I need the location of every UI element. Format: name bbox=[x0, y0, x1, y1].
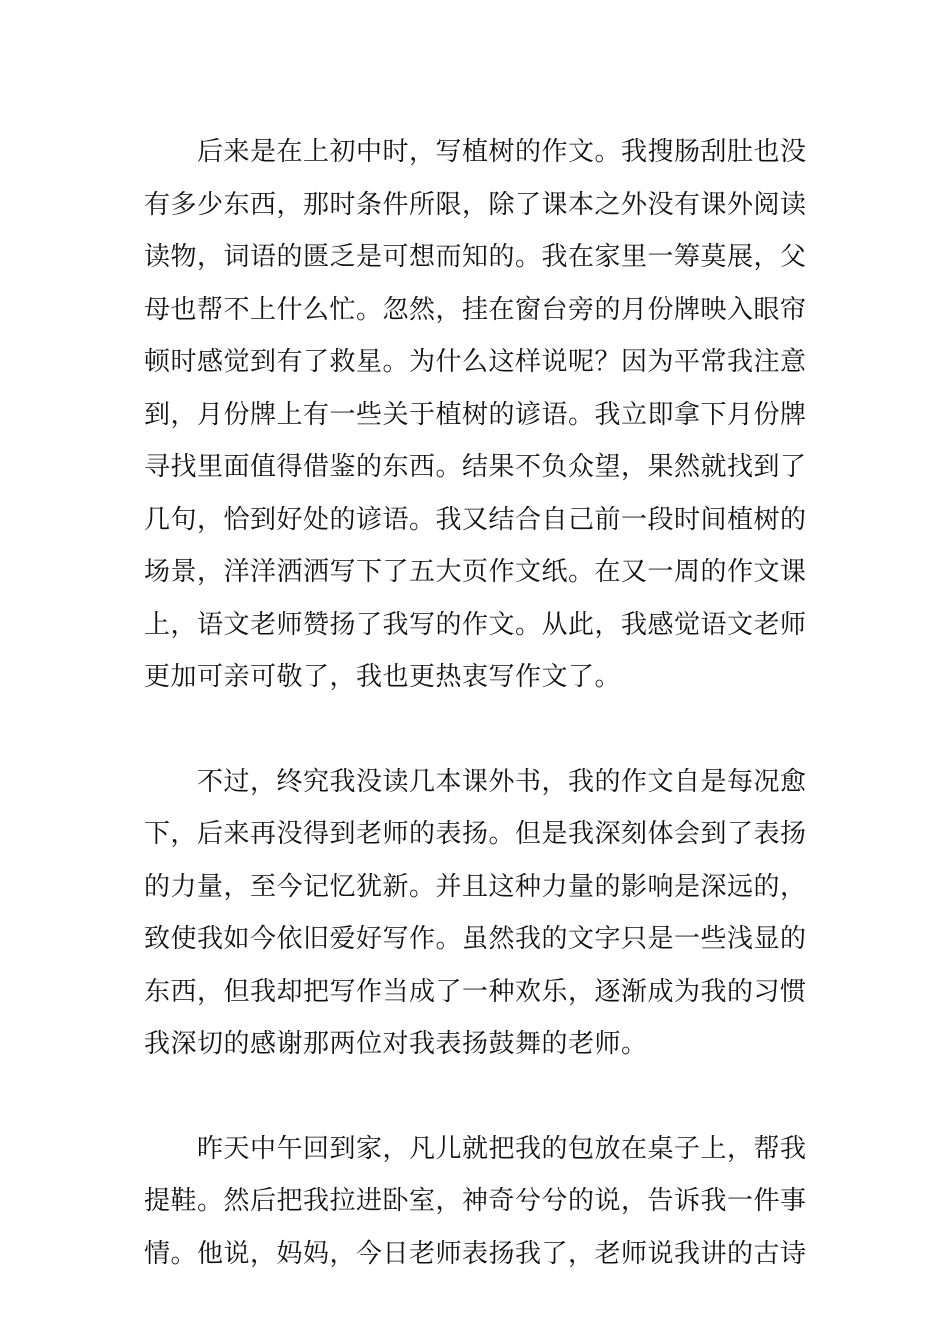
paragraph-line: 有多少东西，那时条件所限，除了课本之外没有课外阅读 bbox=[144, 189, 807, 220]
document-body bbox=[144, 126, 806, 1280]
paragraph-line: 的力量，至今记忆犹新。并且这种力量的影响是深远的， bbox=[144, 871, 807, 902]
paragraph-line: 提鞋。然后把我拉进卧室，神奇兮兮的说，告诉我一件事 bbox=[144, 1186, 807, 1216]
paragraph-line: 场景，洋洋洒洒写下了五大页作文纸。在又一周的作文课 bbox=[144, 557, 807, 587]
paragraph-line: 读物，词语的匮乏是可想而知的。我在家里一筹莫展，父 bbox=[144, 242, 807, 272]
paragraph-line: 昨天中午回到家，凡儿就把我的包放在桌子上，帮我 bbox=[197, 1133, 807, 1164]
paragraph-line: 上，语文老师赞扬了我写的作文。从此，我感觉语文老师 bbox=[144, 609, 807, 640]
paragraph-1 bbox=[144, 126, 806, 704]
paragraph-line: 寻找里面值得借鉴的东西。结果不负众望，果然就找到了 bbox=[144, 452, 807, 482]
paragraph-line: 更加可亲可敬了，我也更热衷写作文了。 bbox=[144, 662, 622, 692]
paragraph-line: 我深切的感谢那两位对我表扬鼓舞的老师。 bbox=[144, 1029, 648, 1059]
paragraph-line: 顿时感觉到有了救星。为什么这样说呢？因为平常我注意 bbox=[144, 347, 807, 377]
paragraph-line: 致使我如今依旧爱好写作。虽然我的文字只是一些浅显的 bbox=[144, 924, 807, 954]
paragraph-2 bbox=[144, 756, 806, 1071]
paragraph-line: 下，后来再没得到老师的表扬。但是我深刻体会到了表扬 bbox=[144, 819, 807, 849]
paragraph-line: 几句，恰到好处的谚语。我又结合自己前一段时间植树的 bbox=[144, 504, 807, 535]
paragraph-spacer bbox=[144, 704, 806, 756]
paragraph-line: 东西，但我却把写作当成了一种欢乐，逐渐成为我的习惯 bbox=[144, 976, 807, 1007]
paragraph-line: 不过，终究我没读几本课外书，我的作文自是每况愈 bbox=[197, 766, 807, 797]
paragraph-line: 后来是在上初中时，写植树的作文。我搜肠刮肚也没 bbox=[197, 137, 807, 167]
paragraph-spacer bbox=[144, 1071, 806, 1123]
paragraph-line: 母也帮不上什么忙。忽然，挂在窗台旁的月份牌映入眼帘 bbox=[144, 294, 807, 325]
paragraph-line: 到，月份牌上有一些关于植树的谚语。我立即拿下月份牌 bbox=[144, 399, 807, 430]
paragraph-3 bbox=[144, 1123, 806, 1281]
paragraph-line: 情。他说，妈妈，今日老师表扬我了，老师说我讲的古诗 bbox=[144, 1238, 807, 1269]
